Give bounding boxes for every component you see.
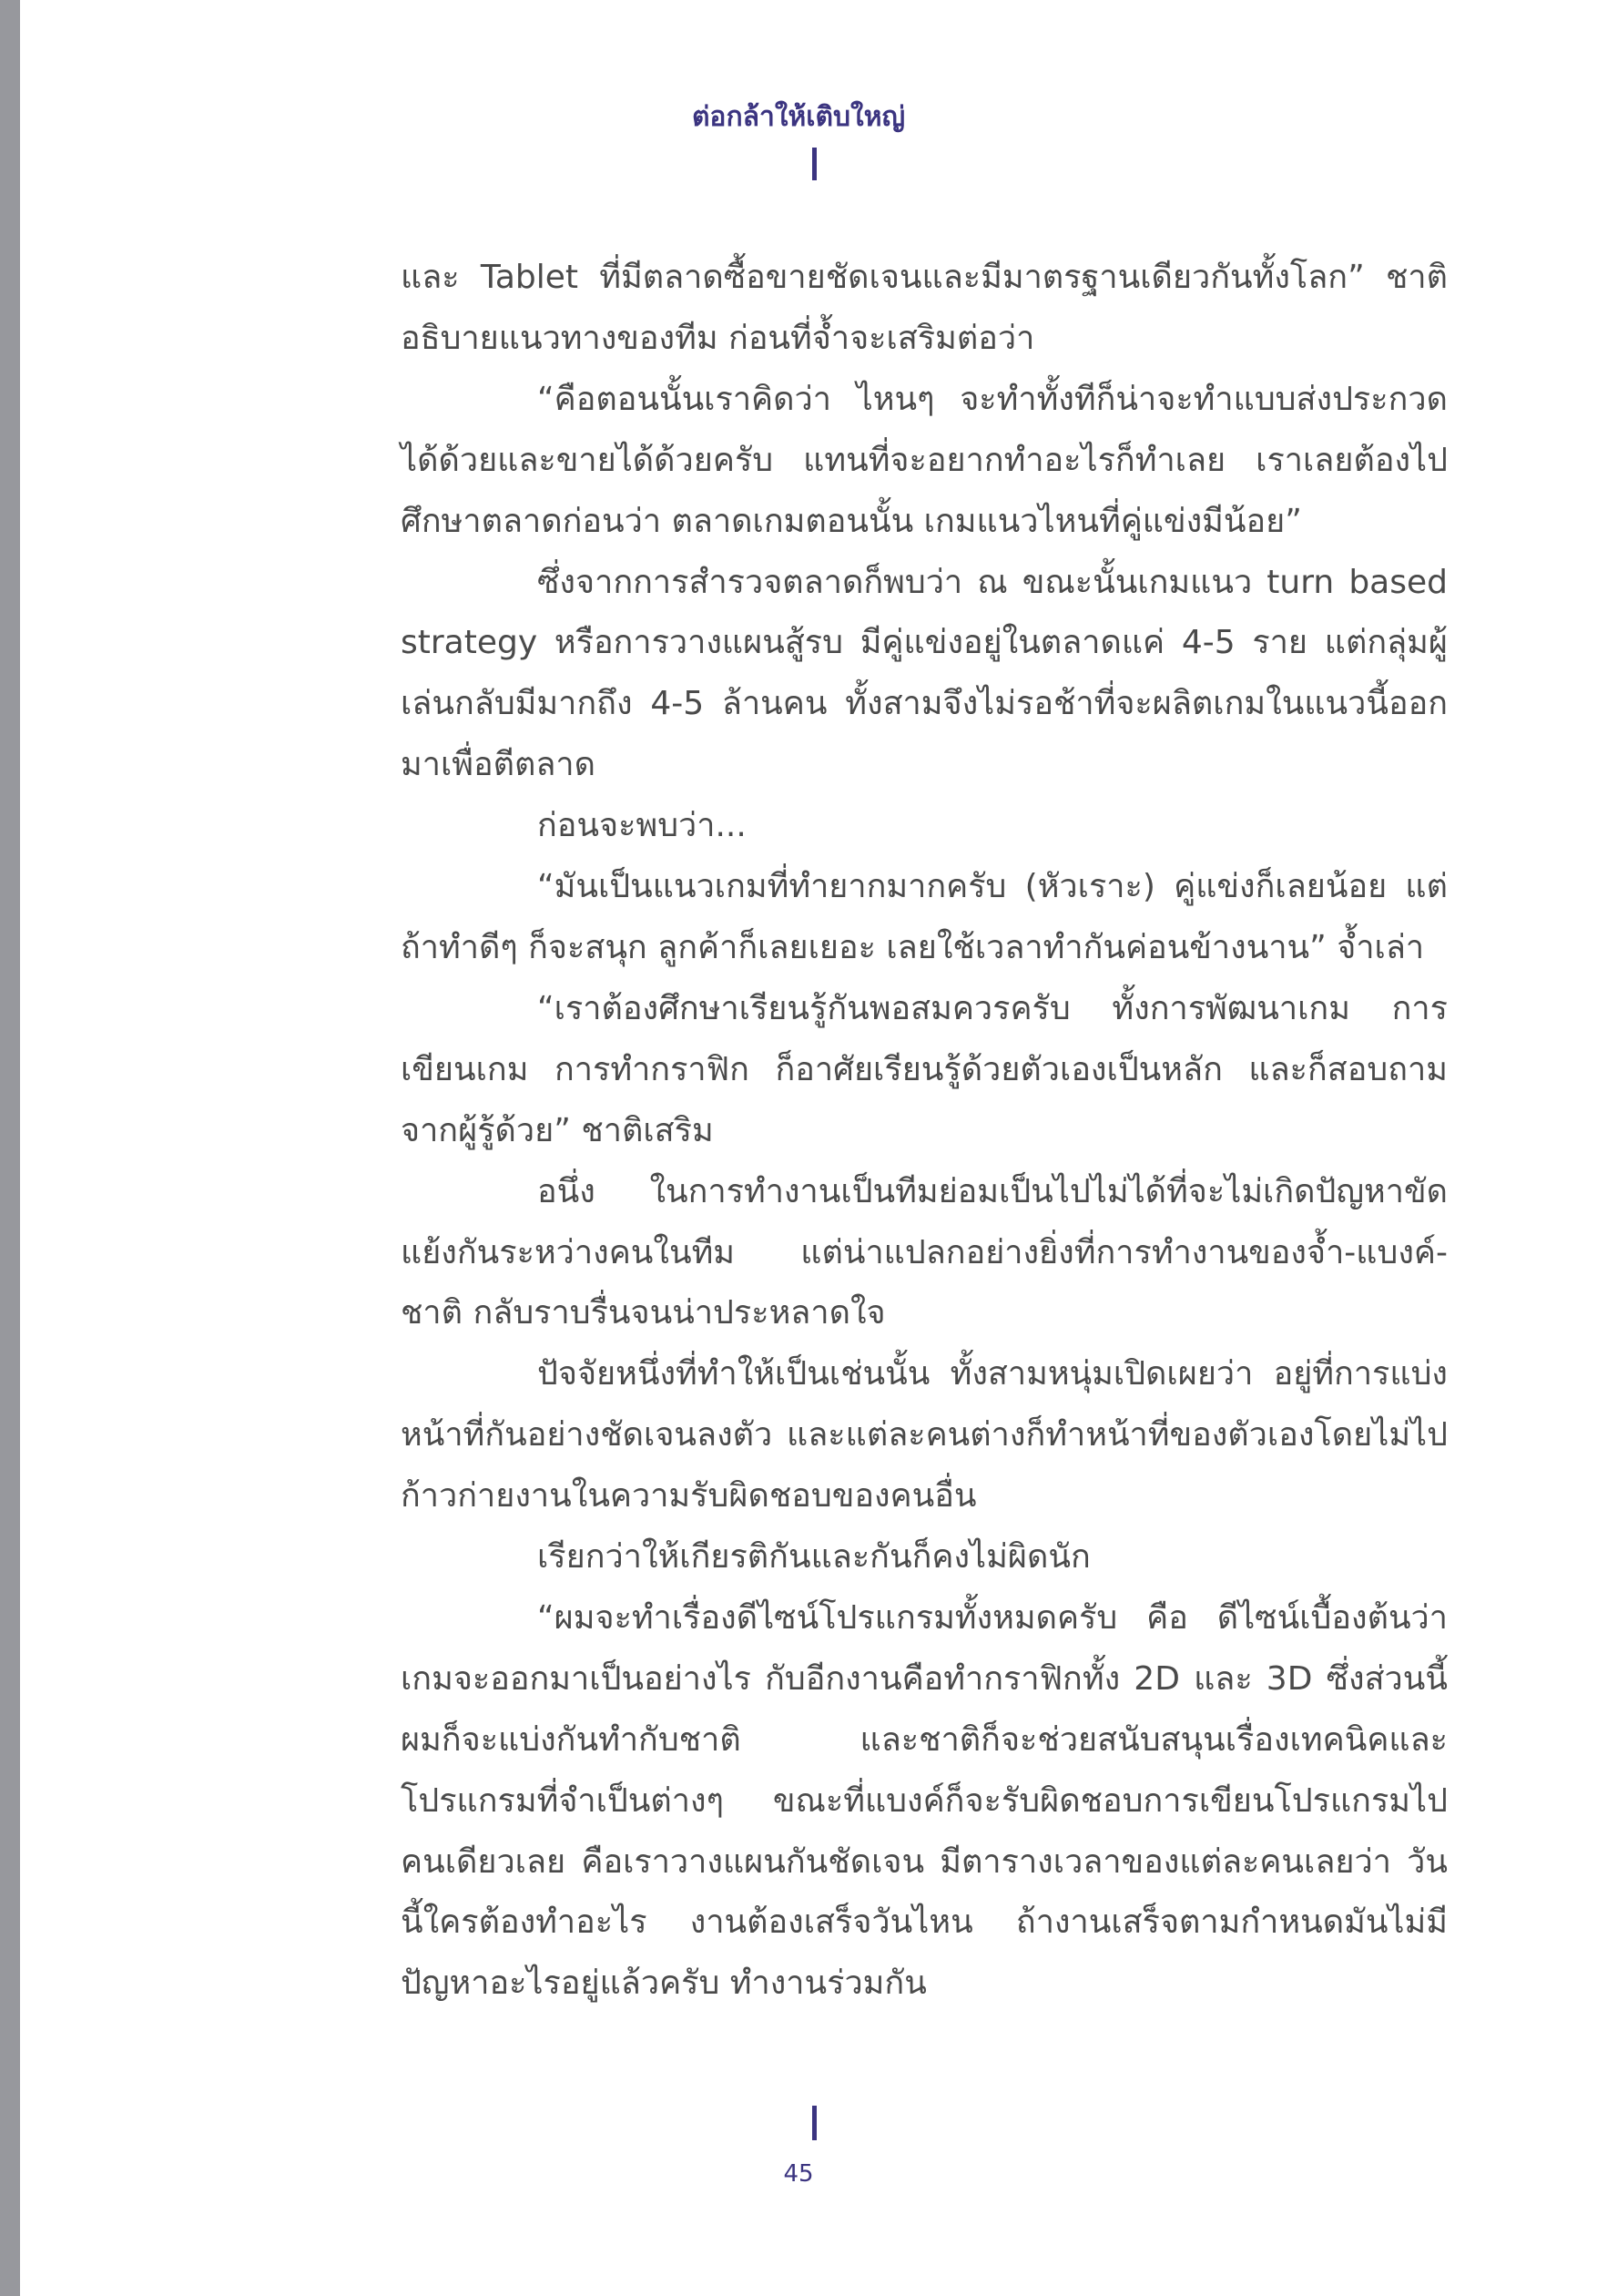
paragraph: ปัจจัยหนึ่งที่ทำให้เป็นเช่นนั้น ทั้งสามหนุ่มเปิดเผยว่า อยู่ที่การแบ่งหน้าที่กันอย่างชัดเจนลงตัว และแต่ละคนต่างก็ทำหน้าที่ของตัวเองโดยไม่ไปก้าวก่ายงานในความรับผิดชอบของคนอื่น [401,1355,1448,1515]
paragraph: “คือตอนนั้นเราคิดว่า ไหนๆ จะทำทั้งทีก็น่าจะทำแบบส่งประกวดได้ด้วยและขายได้ด้วยครับ แทนที่จะอยากทำอะไรก็ทำเลย เราเลยต้องไปศึกษาตลาดก่อนว่า ตลาดเกมตอนนั้น เกมแนวไหนที่คู่แข่งมีน้อย” [401,380,1448,540]
body-text [401,248,1448,2015]
paragraph: “ผมจะทำเรื่องดีไซน์โปรแกรมทั้งหมดครับ คือ ดีไซน์เบื้องต้นว่าเกมจะออกมาเป็นอย่างไร กับอีกงานคือทำกราฟิกทั้ง 2D และ 3D ซึ่งส่วนนี้ผมก็จะแบ่งกันทำกับชาติ และชาติก็จะช่วยสนับสนุนเรื่องเทคนิคและโปรแกรมที่จำเป็นต่างๆ ขณะที่แบงค์ก็จะรับผิดชอบการเขียนโปรแกรมไปคนเดียวเลย คือเราวางแผนกันชัดเจน มีตารางเวลาของแต่ละคนเลยว่า วันนี้ใครต้องทำอะไร งานต้องเสร็จวันไหน ถ้างานเสร็จตามกำหนดมันไม่มีปัญหาอะไรอยู่แล้วครับ ทำงานร่วมกัน [401,1598,1448,2003]
page-edge-bar [0,0,20,2296]
paragraph: อนึ่ง ในการทำงานเป็นทีมย่อมเป็นไปไม่ได้ที่จะไม่เกิดปัญหาขัดแย้งกันระหว่างคนในทีม แต่น่าแปลกอย่างยิ่งที่การทำงานของจ้ำ-แบงค์-ชาติ กลับราบรื่นจนน่าประหลาดใจ [401,1172,1448,1332]
running-header-title: ต่อกล้าให้เติบใหญ่ [691,101,906,133]
page-number: 45 [783,2160,814,2188]
header-rule [812,148,817,180]
paragraph: และ Tablet ที่มีตลาดซื้อขายชัดเจนและมีมาตรฐานเดียวกันทั้งโลก” ชาติอธิบายแนวทางของทีม ก่อนที่จ้ำจะเสริมต่อว่า [401,259,1448,357]
paragraph: ซึ่งจากการสำรวจตลาดก็พบว่า ณ ขณะนั้นเกมแนว turn based strategy หรือการวางแผนสู้รบ มีคู่แข่งอยู่ในตลาดแค่ 4-5 ราย แต่กลุ่มผู้เล่นกลับมีมากถึง 4-5 ล้านคน ทั้งสามจึงไม่รอช้าที่จะผลิตเกมในแนวนี้ออกมาเพื่อตีตลาด [401,563,1448,784]
paragraph: ก่อนจะพบว่า... [537,807,747,845]
paragraph: “มันเป็นแนวเกมที่ทำยากมากครับ (หัวเราะ) คู่แข่งก็เลยน้อย แต่ถ้าทำดีๆ ก็จะสนุก ลูกค้าก็เลยเยอะ เลยใช้เวลาทำกันค่อนข้างนาน” จ้ำเล่า [401,868,1448,966]
paragraph: “เราต้องศึกษาเรียนรู้กันพอสมควรครับ ทั้งการพัฒนาเกม การเขียนเกม การทำกราฟิก ก็อาศัยเรียนรู้ด้วยตัวเองเป็นหลัก และก็สอบถามจากผู้รู้ด้วย” ชาติเสริม [401,989,1448,1149]
footer-rule [812,2106,817,2140]
paragraph: เรียกว่าให้เกียรติกันและกันก็คงไม่ผิดนัก [537,1538,1091,1577]
